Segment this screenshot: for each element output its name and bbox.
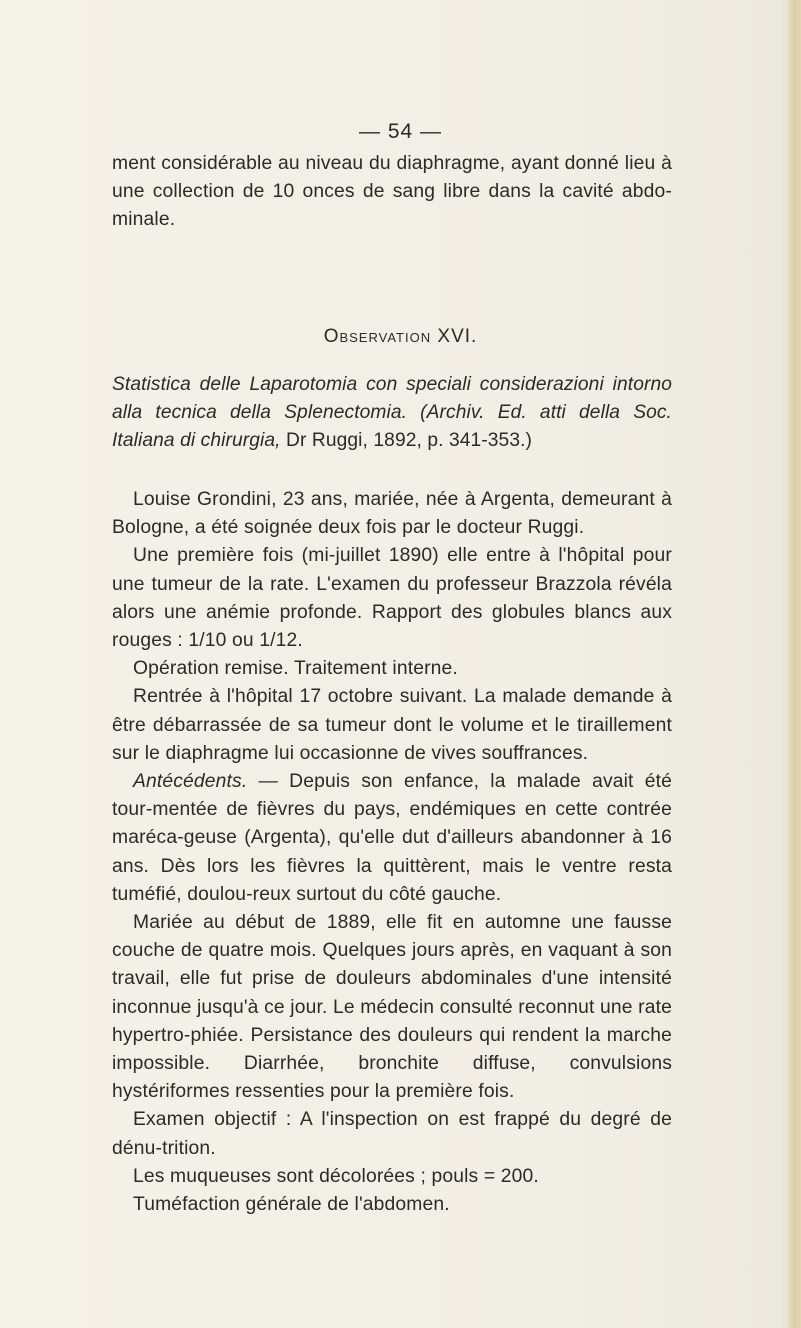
page-edge-shadow xyxy=(779,0,801,1328)
antecedents-paragraph xyxy=(112,768,672,909)
reference-author: Dr Ruggi, 1892, p. 341-353.) xyxy=(280,430,533,452)
paragraph: ment considérable au niveau du diaphragme, ayant donné lieu à une collection de 10 onces de sang libre dans la cavité abdo-minale. xyxy=(112,153,672,231)
antecedents-text: — Depuis son enfance, la malade avait été tour-mentée de fièvres du pays, endémiques en cette contrée maréca-geuse (Argenta), qu'elle dut d'ailleurs abandonner à 16 ans. Dès lors les fièvres la quittèrent, mais le ventre resta tuméfié, doulou-reux surtout du côté gauche. xyxy=(112,771,672,905)
paragraph: Une première fois (mi-juillet 1890) elle entre à l'hôpital pour une tumeur de la rate. L'examen du professeur Brazzola révéla alors une anémie profonde. Rapport des globules blancs aux rouges : 1/10 ou 1/12. xyxy=(112,545,672,652)
opening-paragraph xyxy=(112,150,672,235)
observation-title xyxy=(0,326,801,348)
paragraph: Rentrée à l'hôpital 17 octobre suivant. La malade demande à être débarrassée de sa tumeur dont le volume et le tiraillement sur le diaphragme lui occasionne de vives souffrances. xyxy=(112,686,672,764)
paragraph: Mariée au début de 1889, elle fit en automne une fausse couche de quatre mois. Quelques jours après, en vaquant à son travail, elle fut prise de douleurs abdominales d'une intensité inconnue jusqu'à ce jour. Le médecin consulté reconnut une rate hypertro-phiée. Persistance des douleurs qui rendent la marche impossible. Diarrhée, bronchite diffuse, convulsions hystériformes ressenties pour la première fois. xyxy=(112,912,672,1103)
paragraph: Examen objectif : A l'inspection on est frappé du degré de dénu-trition. xyxy=(112,1109,672,1159)
observation-number: XVI. xyxy=(437,326,478,347)
observation-label: Observation xyxy=(323,326,432,347)
paragraph: Louise Grondini, 23 ans, mariée, née à Argenta, demeurant à Bologne, a été soignée deux fois par le docteur Ruggi. xyxy=(112,489,672,539)
case-body xyxy=(112,486,672,1219)
reference-title: Statistica delle Laparotomia con speciali considerazioni intorno alla tecnica della Splenectomia. (Archiv. Ed. atti della Soc. Italiana di chirurgia, xyxy=(112,374,672,452)
paragraph: Tuméfaction générale de l'abdomen. xyxy=(133,1194,450,1216)
paragraph: Les muqueuses sont décolorées ; pouls = 200. xyxy=(133,1165,539,1187)
antecedents-label: Antécédents. xyxy=(133,771,248,793)
page-number: — 54 — xyxy=(358,120,443,143)
paragraph: Opération remise. Traitement interne. xyxy=(133,658,458,680)
bibliographic-reference xyxy=(112,371,672,456)
